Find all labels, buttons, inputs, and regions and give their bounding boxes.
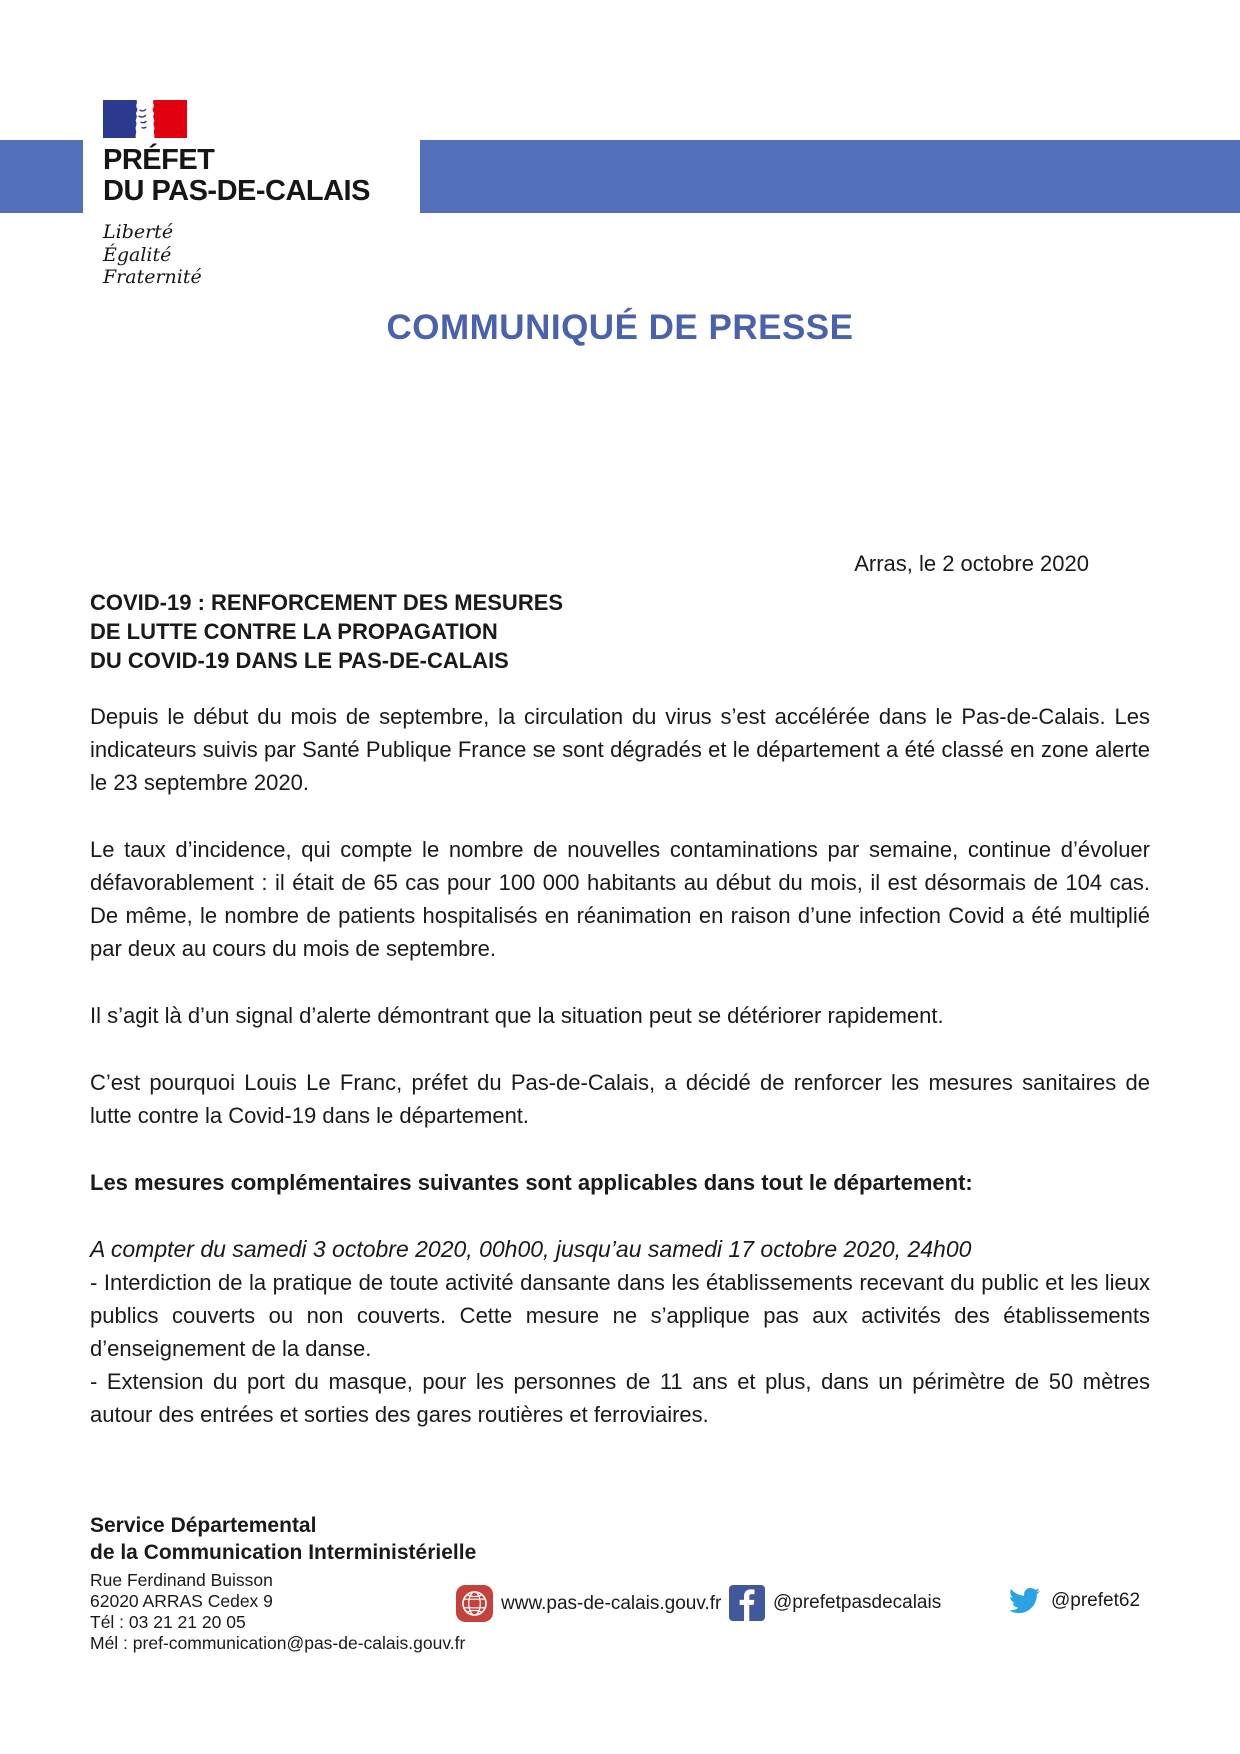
press-release-title: COMMUNIQUÉ DE PRESSE <box>386 308 854 347</box>
period-line: A compter du samedi 3 octobre 2020, 00h00, jusqu’au samedi 17 octobre 2020, 24h00 <box>90 1236 972 1262</box>
address-phone: Tél : 03 21 21 20 05 <box>90 1612 246 1632</box>
facebook-icon <box>729 1585 765 1621</box>
measure-item-1: - Interdiction de la pratique de toute activité dansante dans les établissements recevant du public et les lieux publics couverts ou non couverts. Cette mesure ne s’applique pas aux activités des établissements d’enseignement de la danse. <box>90 1270 1150 1361</box>
address-email[interactable]: Mél : pref-communication@pas-de-calais.gouv.fr <box>90 1633 466 1653</box>
prefet-name-line2: DU PAS-DE-CALAIS <box>103 175 370 207</box>
footer <box>90 1512 476 1654</box>
facebook-handle: @prefetpasdecalais <box>773 1592 942 1613</box>
globe-icon <box>456 1585 493 1622</box>
website-link[interactable] <box>456 1585 721 1622</box>
emphasis-line: Les mesures complémentaires suivantes sont applicables dans tout le département: <box>90 1170 973 1195</box>
paragraph-1: Depuis le début du mois de septembre, la circulation du virus s’est accélérée dans le Pas-de-Calais. Les indicateurs suivis par Santé Publique France se sont dégradés et le département a été classé en zone alerte le 23 septembre 2020. <box>90 704 1150 795</box>
address-street: Rue Ferdinand Buisson <box>90 1570 273 1590</box>
motto-egalite: Égalité <box>103 243 172 266</box>
motto-fraternite: Fraternité <box>103 266 202 288</box>
motto <box>103 221 420 289</box>
motto-liberte: Liberté <box>103 221 174 243</box>
document-body <box>90 588 1150 1431</box>
logo-block <box>83 85 420 288</box>
covid-heading-line1: COVID-19 : RENFORCEMENT DES MESURES <box>90 590 564 615</box>
prefet-name-line1: PRÉFET <box>103 144 215 176</box>
social-links-row <box>0 1585 1240 1625</box>
website-label: www.pas-de-calais.gouv.fr <box>501 1592 722 1614</box>
paragraph-2: Le taux d’incidence, qui compte le nombre de nouvelles contaminations par semaine, continue d’évoluer défavorablement : il était de 65 cas pour 100 000 habitants au début du mois, il est désormais de 104 cas. De même, le nombre de patients hospitalisés en réanimation en raison d’une infection Covid a été multiplié par deux au cours du mois de septembre. <box>90 837 1150 961</box>
footer-service-line2: de la Communication Interministérielle <box>90 1541 477 1564</box>
covid-heading <box>90 588 1150 675</box>
twitter-handle: @prefet62 <box>1051 1589 1141 1611</box>
facebook-link[interactable] <box>729 1585 941 1621</box>
twitter-link[interactable] <box>1006 1585 1140 1616</box>
paragraph-4: C’est pourquoi Louis Le Franc, préfet du Pas-de-Calais, a décidé de renforcer les mesures sanitaires de lutte contre la Covid-19 dans le département. <box>90 1070 1150 1128</box>
address-city: 62020 ARRAS Cedex 9 <box>90 1591 273 1611</box>
measure-item-2: - Extension du port du masque, pour les personnes de 11 ans et plus, dans un périmètre de 50 mètres autour des entrées et sorties des gares routières et ferroviaires. <box>90 1369 1150 1427</box>
footer-service-line1: Service Départemental <box>90 1514 317 1537</box>
paragraph-3: Il s’agit là d’un signal d’alerte démontrant que la situation peut se détériorer rapidement. <box>90 1003 944 1028</box>
covid-heading-line3: DU COVID-19 DANS LE PAS-DE-CALAIS <box>90 648 509 673</box>
french-flag-marianne-icon <box>103 100 187 138</box>
twitter-icon <box>1006 1585 1043 1616</box>
measures-block <box>90 1233 1150 1431</box>
covid-heading-line2: DE LUTTE CONTRE LA PROPAGATION <box>90 619 498 644</box>
dateline: Arras, le 2 octobre 2020 <box>854 551 1089 576</box>
